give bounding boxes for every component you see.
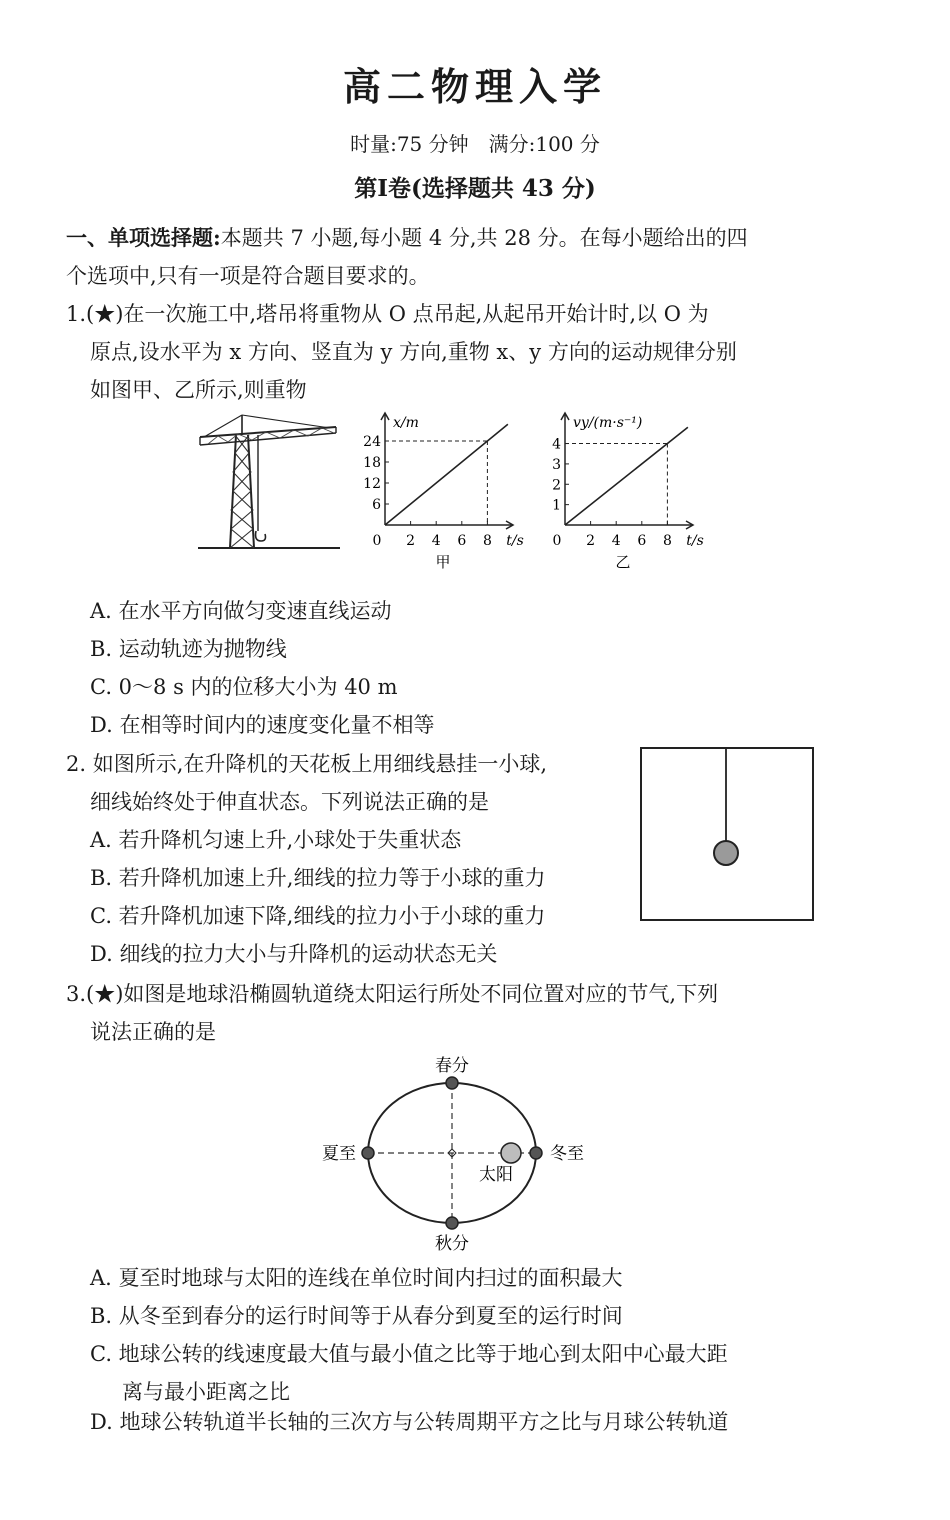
- label-summer: 夏至: [322, 1144, 356, 1164]
- q1-option-a: A. 在水平方向做匀变速直线运动: [90, 599, 392, 623]
- x-tick-label: 2: [586, 533, 596, 549]
- chart-vy-t: [535, 405, 725, 575]
- q2-option-a: A. 若升降机匀速上升,小球处于失重状态: [90, 828, 462, 852]
- q2-stem-line-1: 2. 如图所示,在升降机的天花板上用细线悬挂一小球,: [66, 752, 548, 776]
- y-tick-label: 4: [552, 436, 561, 453]
- q2-stem-line-2: 细线始终处于伸直状态。下列说法正确的是: [90, 790, 489, 814]
- x-tick-label: 6: [457, 533, 467, 549]
- section-intro-line-2: 个选项中,只有一项是符合题目要求的。: [66, 264, 430, 288]
- q2-option-d: D. 细线的拉力大小与升降机的运动状态无关: [90, 942, 498, 966]
- section-heading: 一、单项选择题:: [66, 225, 221, 250]
- y-tick-label: 12: [363, 476, 381, 492]
- page-title: 高二物理入学: [342, 64, 607, 109]
- y-tick-label: 2: [552, 477, 561, 494]
- y-axis-label: x/m: [393, 415, 419, 431]
- y-axis-label: vy/(m·s⁻¹): [573, 415, 643, 431]
- x-axis-label: t/s: [686, 533, 704, 549]
- label-spring: 春分: [435, 1056, 469, 1076]
- chart-caption: 甲: [435, 553, 451, 571]
- x-tick-label: 8: [662, 533, 672, 549]
- earth-winter: [530, 1147, 542, 1159]
- series-line: [385, 424, 508, 525]
- x-tick-label: 8: [482, 533, 492, 549]
- earth-summer: [362, 1147, 374, 1159]
- earth-spring: [446, 1077, 458, 1089]
- earth-orbit-figure: [310, 1050, 610, 1255]
- q2-option-c: C. 若升降机加速下降,细线的拉力小于小球的重力: [90, 904, 546, 928]
- y-tick-label: 24: [363, 434, 381, 450]
- chart-x-t: [355, 405, 545, 575]
- q1-option-b: B. 运动轨迹为抛物线: [90, 637, 287, 661]
- q3-stem-line-2: 说法正确的是: [90, 1020, 216, 1044]
- q2-option-b: B. 若升降机加速上升,细线的拉力等于小球的重力: [90, 866, 546, 890]
- q3-option-c-cont: 离与最小距离之比: [122, 1380, 290, 1404]
- q3-option-b: B. 从冬至到春分的运行时间等于从春分到夏至的运行时间: [90, 1304, 623, 1328]
- x-tick-label: 6: [637, 533, 647, 549]
- q1-option-d: D. 在相等时间内的速度变化量不相等: [90, 713, 435, 737]
- y-tick-label: 1: [552, 497, 561, 514]
- label-winter: 冬至: [550, 1144, 584, 1164]
- ball: [714, 841, 738, 865]
- q3-stem-line-1: 3.(★)如图是地球沿椭圆轨道绕太阳运行所处不同位置对应的节气,下列: [66, 982, 719, 1006]
- label-sun: 太阳: [479, 1165, 513, 1185]
- q3-option-a: A. 夏至时地球与太阳的连线在单位时间内扫过的面积最大: [90, 1266, 623, 1290]
- x-tick-label: 0: [552, 533, 562, 549]
- x-tick-label: 2: [406, 533, 416, 549]
- y-tick-label: 18: [363, 455, 381, 471]
- q3-option-d-clipped: [90, 1406, 830, 1434]
- section-intro-line-1: [66, 222, 748, 252]
- q1-option-c: C. 0～8 s 内的位移大小为 40 m: [90, 675, 398, 699]
- q1-stem-line-2: 原点,设水平为 x 方向、竖直为 y 方向,重物 x、y 方向的运动规律分别: [90, 340, 737, 364]
- y-tick-label: 6: [372, 497, 381, 513]
- tower-crane-figure: [190, 405, 350, 555]
- exam-duration-score: 时量:75 分钟 满分:100 分: [350, 132, 600, 156]
- sun-icon: [501, 1143, 521, 1163]
- q1-stem-line-3: 如图甲、乙所示,则重物: [90, 378, 307, 402]
- x-tick-label: 4: [611, 533, 621, 549]
- label-autumn: 秋分: [435, 1234, 469, 1254]
- q3-option-d: D. 地球公转轨道半长轴的三次方与公转周期平方之比与月球公转轨道: [90, 1410, 729, 1434]
- series-line: [565, 427, 688, 525]
- q3-option-c: C. 地球公转的线速度最大值与最小值之比等于地心到太阳中心最大距: [90, 1342, 728, 1366]
- earth-autumn: [446, 1217, 458, 1229]
- x-axis-label: t/s: [506, 533, 524, 549]
- part-heading: 第Ⅰ卷(选择题共 43 分): [354, 175, 596, 202]
- elevator-figure: [638, 745, 818, 925]
- section-intro-text: 本题共 7 小题,每小题 4 分,共 28 分。在每小题给出的四: [220, 226, 748, 250]
- q1-stem-line-1: 1.(★)在一次施工中,塔吊将重物从 O 点吊起,从起吊开始计时,以 O 为: [66, 302, 709, 326]
- x-tick-label: 0: [372, 533, 382, 549]
- x-tick-label: 4: [431, 533, 441, 549]
- y-tick-label: 3: [552, 456, 561, 473]
- chart-caption: 乙: [615, 553, 631, 571]
